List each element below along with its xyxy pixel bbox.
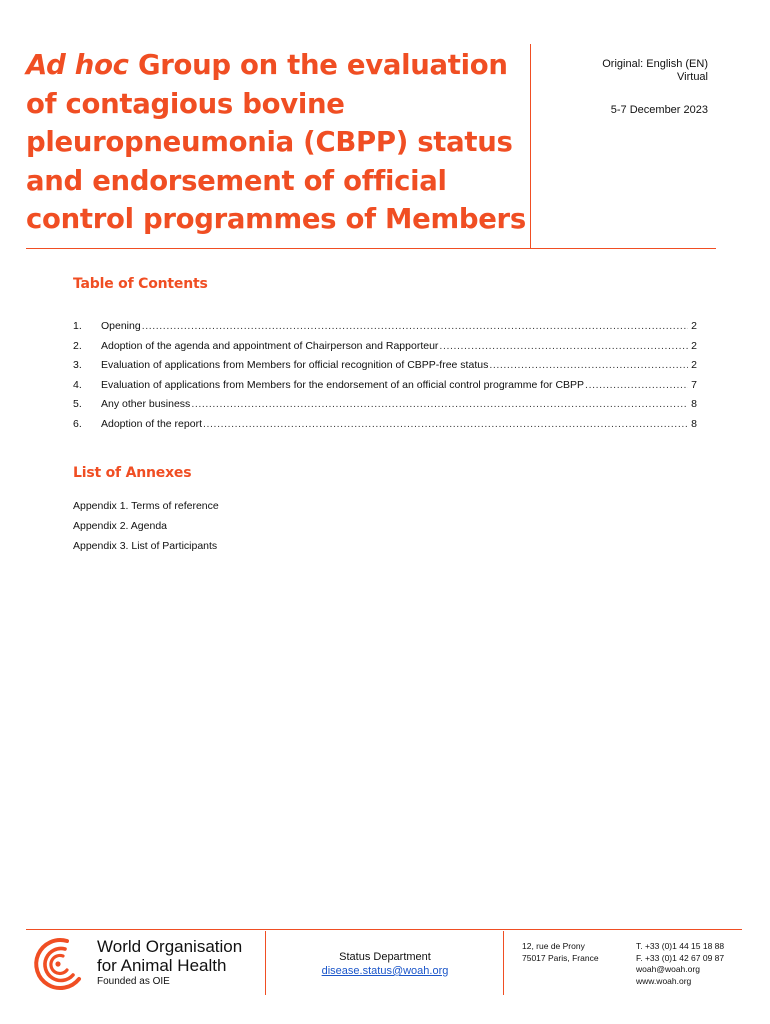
postal-address (522, 941, 599, 964)
department-name: Status Department (339, 951, 431, 963)
toc-entry[interactable] (73, 418, 697, 438)
toc-leader-dots (585, 379, 688, 391)
header-horizontal-divider (26, 248, 716, 249)
toc-entry[interactable] (73, 320, 697, 340)
department-email-link[interactable]: disease.status@woah.org (321, 965, 449, 977)
title-main-part: Group on the evaluation of contagious bovine pleuropneumonia (CBPP) status and endorsement of official control programmes of Members (26, 49, 526, 235)
organisation-name-line2: for Animal Health (97, 956, 227, 975)
toc-entry-page: 7 (691, 378, 697, 391)
toc-entry-page: 2 (691, 339, 697, 352)
address-line2: 75017 Paris, France (522, 952, 599, 963)
header-vertical-divider (530, 44, 531, 248)
original-language: Original: English (EN) (602, 58, 708, 70)
toc-entry-title: Opening (101, 320, 141, 332)
toc-entry[interactable] (73, 340, 697, 360)
toc-leader-dots (489, 359, 688, 371)
toc-entry-title: Adoption of the agenda and appointment of Chairperson and Rapporteur (101, 339, 439, 352)
toc-leader-dots (191, 398, 688, 410)
fax-number: F. +33 (0)1 42 67 09 87 (636, 952, 725, 963)
woah-spiral-logo-icon (27, 935, 89, 993)
document-title (26, 46, 526, 239)
toc-entry-page: 2 (691, 359, 697, 371)
toc-entry-title: Adoption of the report (101, 417, 202, 430)
toc-entry-title: Any other business (101, 398, 191, 410)
contact-details (636, 941, 724, 987)
toc-entry-title: Evaluation of applications from Members for the endorsement of an official control programme for CBPP (101, 378, 585, 391)
toc-entry-page: 2 (691, 320, 697, 332)
toc-entry-number: 5. (73, 398, 82, 410)
toc-entry-number: 6. (73, 417, 82, 430)
toc-entry[interactable] (73, 398, 697, 418)
toc-entry[interactable] (73, 379, 697, 399)
toc-heading: Table of Contents (73, 276, 208, 292)
annexes-heading: List of Annexes (73, 465, 192, 481)
toc-entry-page: 8 (691, 417, 697, 430)
toc-entry-number: 3. (73, 359, 82, 371)
toc-entry-title: Evaluation of applications from Members for official recognition of CBPP-free status (101, 359, 489, 371)
meeting-meta (602, 58, 708, 117)
toc-entry[interactable] (73, 359, 697, 379)
founded-as: Founded as OIE (97, 976, 170, 987)
toc-entry-number: 1. (73, 320, 82, 332)
toc-leader-dots (203, 418, 688, 430)
phone-number: T. +33 (0)1 44 15 18 88 (636, 941, 725, 951)
organisation-name-line1: World Organisation (97, 937, 243, 956)
toc-leader-dots (439, 340, 688, 352)
toc-entry-number: 2. (73, 339, 82, 352)
contact-email-link[interactable]: woah@woah.org (636, 964, 700, 974)
title-italic-part: Ad hoc (26, 49, 129, 81)
toc-entry-page: 8 (691, 398, 697, 410)
address-line1: 12, rue de Prony (522, 941, 585, 951)
meeting-mode: Virtual (677, 71, 708, 83)
organisation-name (97, 937, 242, 975)
toc-entry-number: 4. (73, 378, 82, 391)
annex-list (73, 496, 219, 556)
footer-divider-left (265, 931, 266, 995)
annex-item: Appendix 3. List of Participants (73, 540, 218, 552)
table-of-contents (73, 320, 697, 437)
meeting-date: 5-7 December 2023 (610, 104, 708, 116)
footer-divider-right (503, 931, 504, 995)
annex-item: Appendix 2. Agenda (73, 520, 167, 532)
toc-leader-dots (142, 320, 688, 332)
department-block (290, 950, 480, 978)
annex-item: Appendix 1. Terms of reference (73, 500, 219, 512)
website-link[interactable]: www.woah.org (636, 975, 692, 986)
footer-divider (26, 929, 742, 930)
